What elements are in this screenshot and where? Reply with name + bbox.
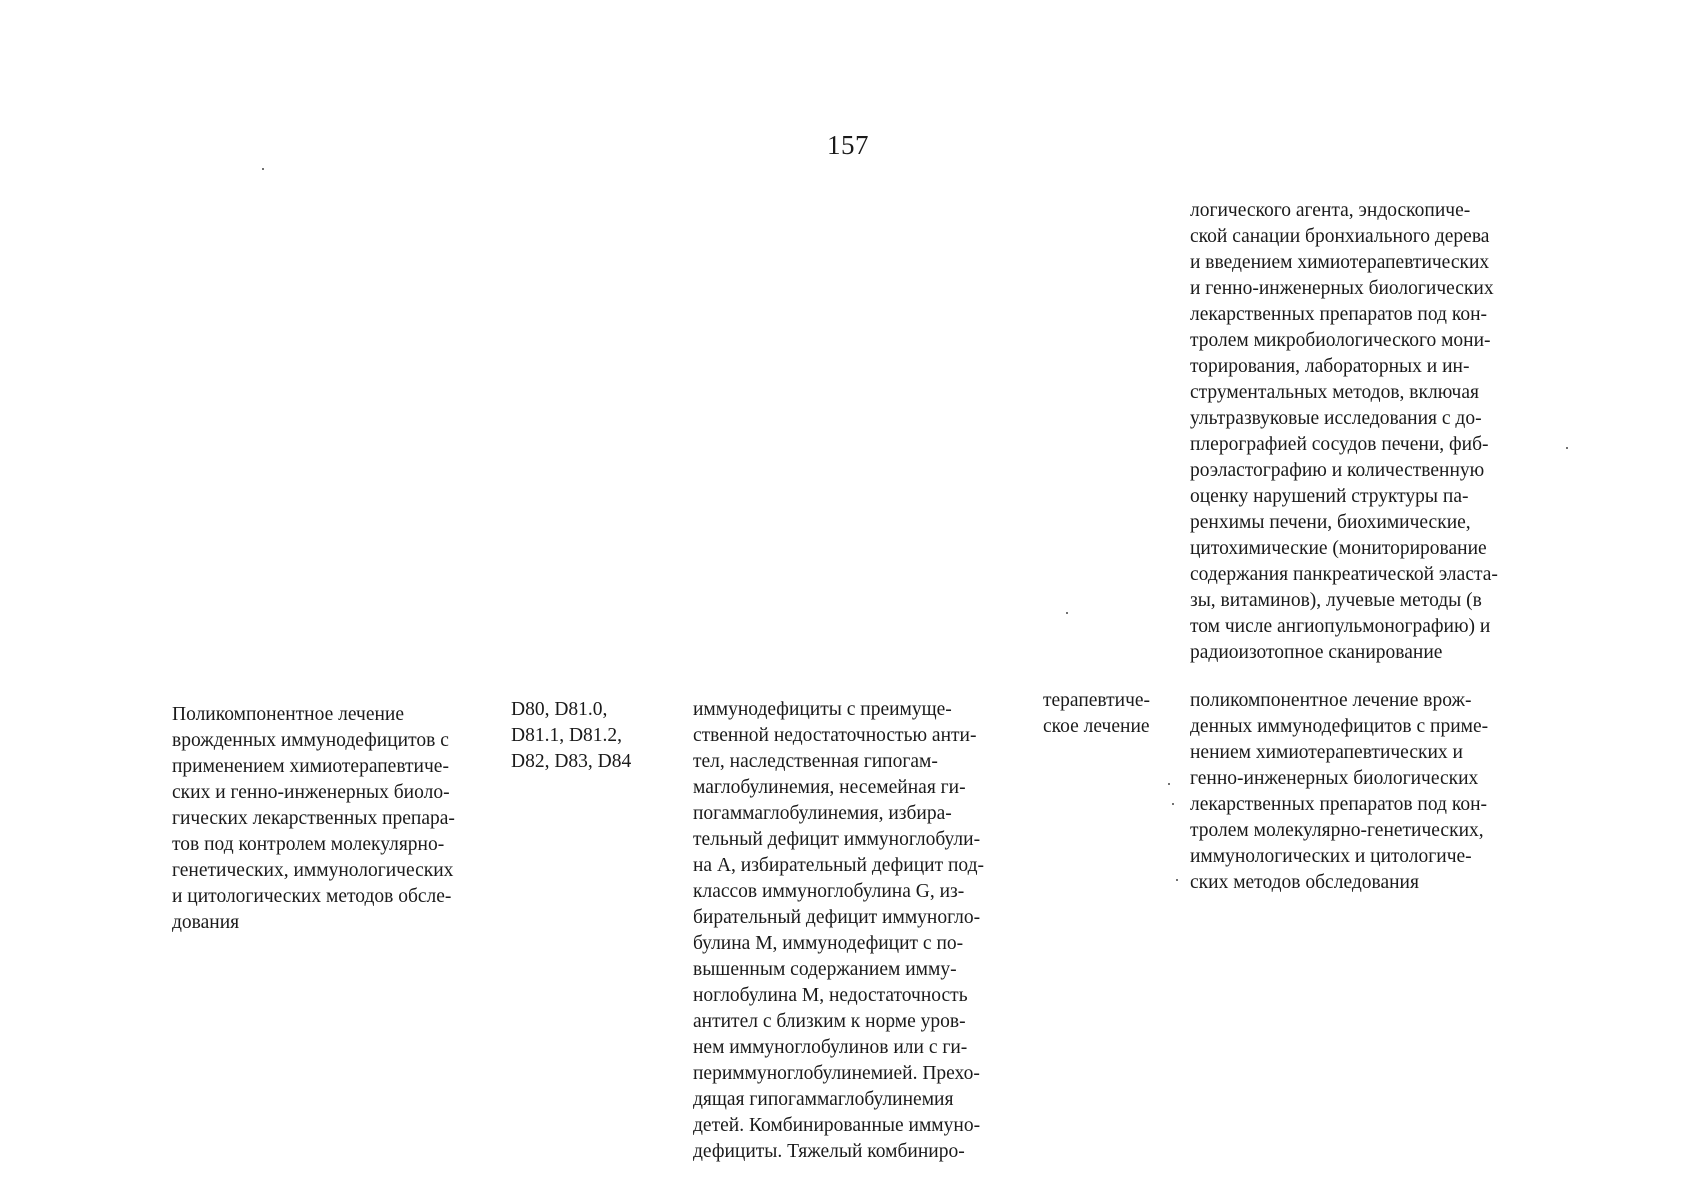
icd-codes-cell bbox=[511, 697, 631, 775]
scan-speck bbox=[1066, 612, 1068, 614]
text-line: и введением химиотерапевтических bbox=[1190, 252, 1490, 273]
text-line: и генно-инженерных биологических bbox=[1190, 278, 1494, 299]
text-line: Поликомпонентное лечение bbox=[172, 704, 405, 725]
text-line: ственной недостаточностью анти- bbox=[693, 725, 977, 746]
text-line: врожденных иммунодефицитов с bbox=[172, 730, 449, 751]
scan-speck bbox=[1176, 879, 1178, 881]
text-line: лекарственных препаратов под кон- bbox=[1190, 304, 1488, 325]
text-line: дящая гипогаммаглобулинемия bbox=[693, 1089, 954, 1110]
text-line: нением химиотерапевтических и bbox=[1190, 742, 1463, 763]
text-line: том числе ангиопульмонографию) и bbox=[1190, 616, 1491, 637]
text-line: ских и генно-инженерных биоло- bbox=[172, 782, 450, 803]
text-line: D82, D83, D84 bbox=[511, 751, 632, 772]
scan-speck bbox=[1566, 447, 1568, 449]
text-line: погаммаглобулинемия, избира- bbox=[693, 803, 952, 824]
text-line: маглобулинемия, несемейная ги- bbox=[693, 777, 966, 798]
text-line: тов под контролем молекулярно- bbox=[172, 834, 445, 855]
text-line: содержания панкреатической эласта- bbox=[1190, 564, 1498, 585]
text-line: нем иммуноглобулинов или с ги- bbox=[693, 1037, 968, 1058]
scan-speck bbox=[1172, 803, 1174, 805]
text-line: дования bbox=[172, 912, 240, 933]
text-line: терапевтиче- bbox=[1043, 690, 1151, 711]
text-line: тельный дефицит иммуноглобули- bbox=[693, 829, 981, 850]
text-line: иммунодефициты с преимуще- bbox=[693, 699, 952, 720]
text-line: применением химиотерапевтиче- bbox=[172, 756, 449, 777]
text-line: антител с близким к норме уров- bbox=[693, 1011, 966, 1032]
text-line: вышенным содержанием иммy- bbox=[693, 959, 957, 980]
treatment-type-cell bbox=[1043, 688, 1150, 740]
page-number: 157 bbox=[827, 130, 869, 160]
text-line: тролем молекулярно-генетических, bbox=[1190, 820, 1484, 841]
text-line: ренхимы печени, биохимические, bbox=[1190, 512, 1471, 533]
text-line: тел, наследственная гипогам- bbox=[693, 751, 938, 772]
text-line: ских методов обследования bbox=[1190, 872, 1419, 893]
scan-speck bbox=[1168, 783, 1170, 785]
text-line: дефициты. Тяжелый комбиниро- bbox=[693, 1141, 965, 1162]
text-line: классов иммуноглобулина G, из- bbox=[693, 881, 965, 902]
text-line: на А, избирательный дефицит под- bbox=[693, 855, 985, 876]
text-line: радиоизотопное сканирование bbox=[1190, 642, 1443, 663]
text-line: ское лечение bbox=[1043, 716, 1150, 737]
text-line: плерографией сосудов печени, фиб- bbox=[1190, 434, 1489, 455]
treatment-name-cell bbox=[172, 702, 455, 936]
text-line: поликомпонентное лечение врож- bbox=[1190, 690, 1472, 711]
text-line: булина М, иммунодефицит с по- bbox=[693, 933, 964, 954]
text-line: D80, D81.0, bbox=[511, 699, 608, 720]
text-line: лекарственных препаратов под кон- bbox=[1190, 794, 1488, 815]
text-line: струментальных методов, включая bbox=[1190, 382, 1479, 403]
patient-model-cell bbox=[693, 697, 984, 1165]
text-line: бирательный дефицит иммуногло- bbox=[693, 907, 981, 928]
text-line: оценку нарушений структуры па- bbox=[1190, 486, 1469, 507]
text-line: гических лекарственных препара- bbox=[172, 808, 455, 829]
text-line: цитохимические (мониторирование bbox=[1190, 538, 1487, 559]
text-line: ультразвуковые исследования с до- bbox=[1190, 408, 1482, 429]
text-line: ноглобулина М, недостаточность bbox=[693, 985, 968, 1006]
text-line: и цитологических методов обсле- bbox=[172, 886, 452, 907]
treatment-method-cell bbox=[1190, 688, 1488, 896]
continued-method-cell bbox=[1190, 198, 1498, 666]
text-line: иммунологических и цитологиче- bbox=[1190, 846, 1472, 867]
text-line: D81.1, D81.2, bbox=[511, 725, 623, 746]
text-line: генетических, иммунологических bbox=[172, 860, 454, 881]
text-line: генно-инженерных биологических bbox=[1190, 768, 1479, 789]
text-line: детей. Комбинированные иммуно- bbox=[693, 1115, 981, 1136]
scan-speck bbox=[262, 168, 264, 170]
text-line: ской санации бронхиального дерева bbox=[1190, 226, 1490, 247]
text-line: периммуноглобулинемией. Прехо- bbox=[693, 1063, 980, 1084]
text-line: зы, витаминов), лучевые методы (в bbox=[1190, 590, 1482, 611]
text-line: роэластографию и количественную bbox=[1190, 460, 1485, 481]
text-line: тролем микробиологического мони- bbox=[1190, 330, 1491, 351]
text-line: денных иммунодефицитов с приме- bbox=[1190, 716, 1489, 737]
text-line: торирования, лабораторных и ин- bbox=[1190, 356, 1470, 377]
text-line: логического агента, эндоскопиче- bbox=[1190, 200, 1471, 221]
